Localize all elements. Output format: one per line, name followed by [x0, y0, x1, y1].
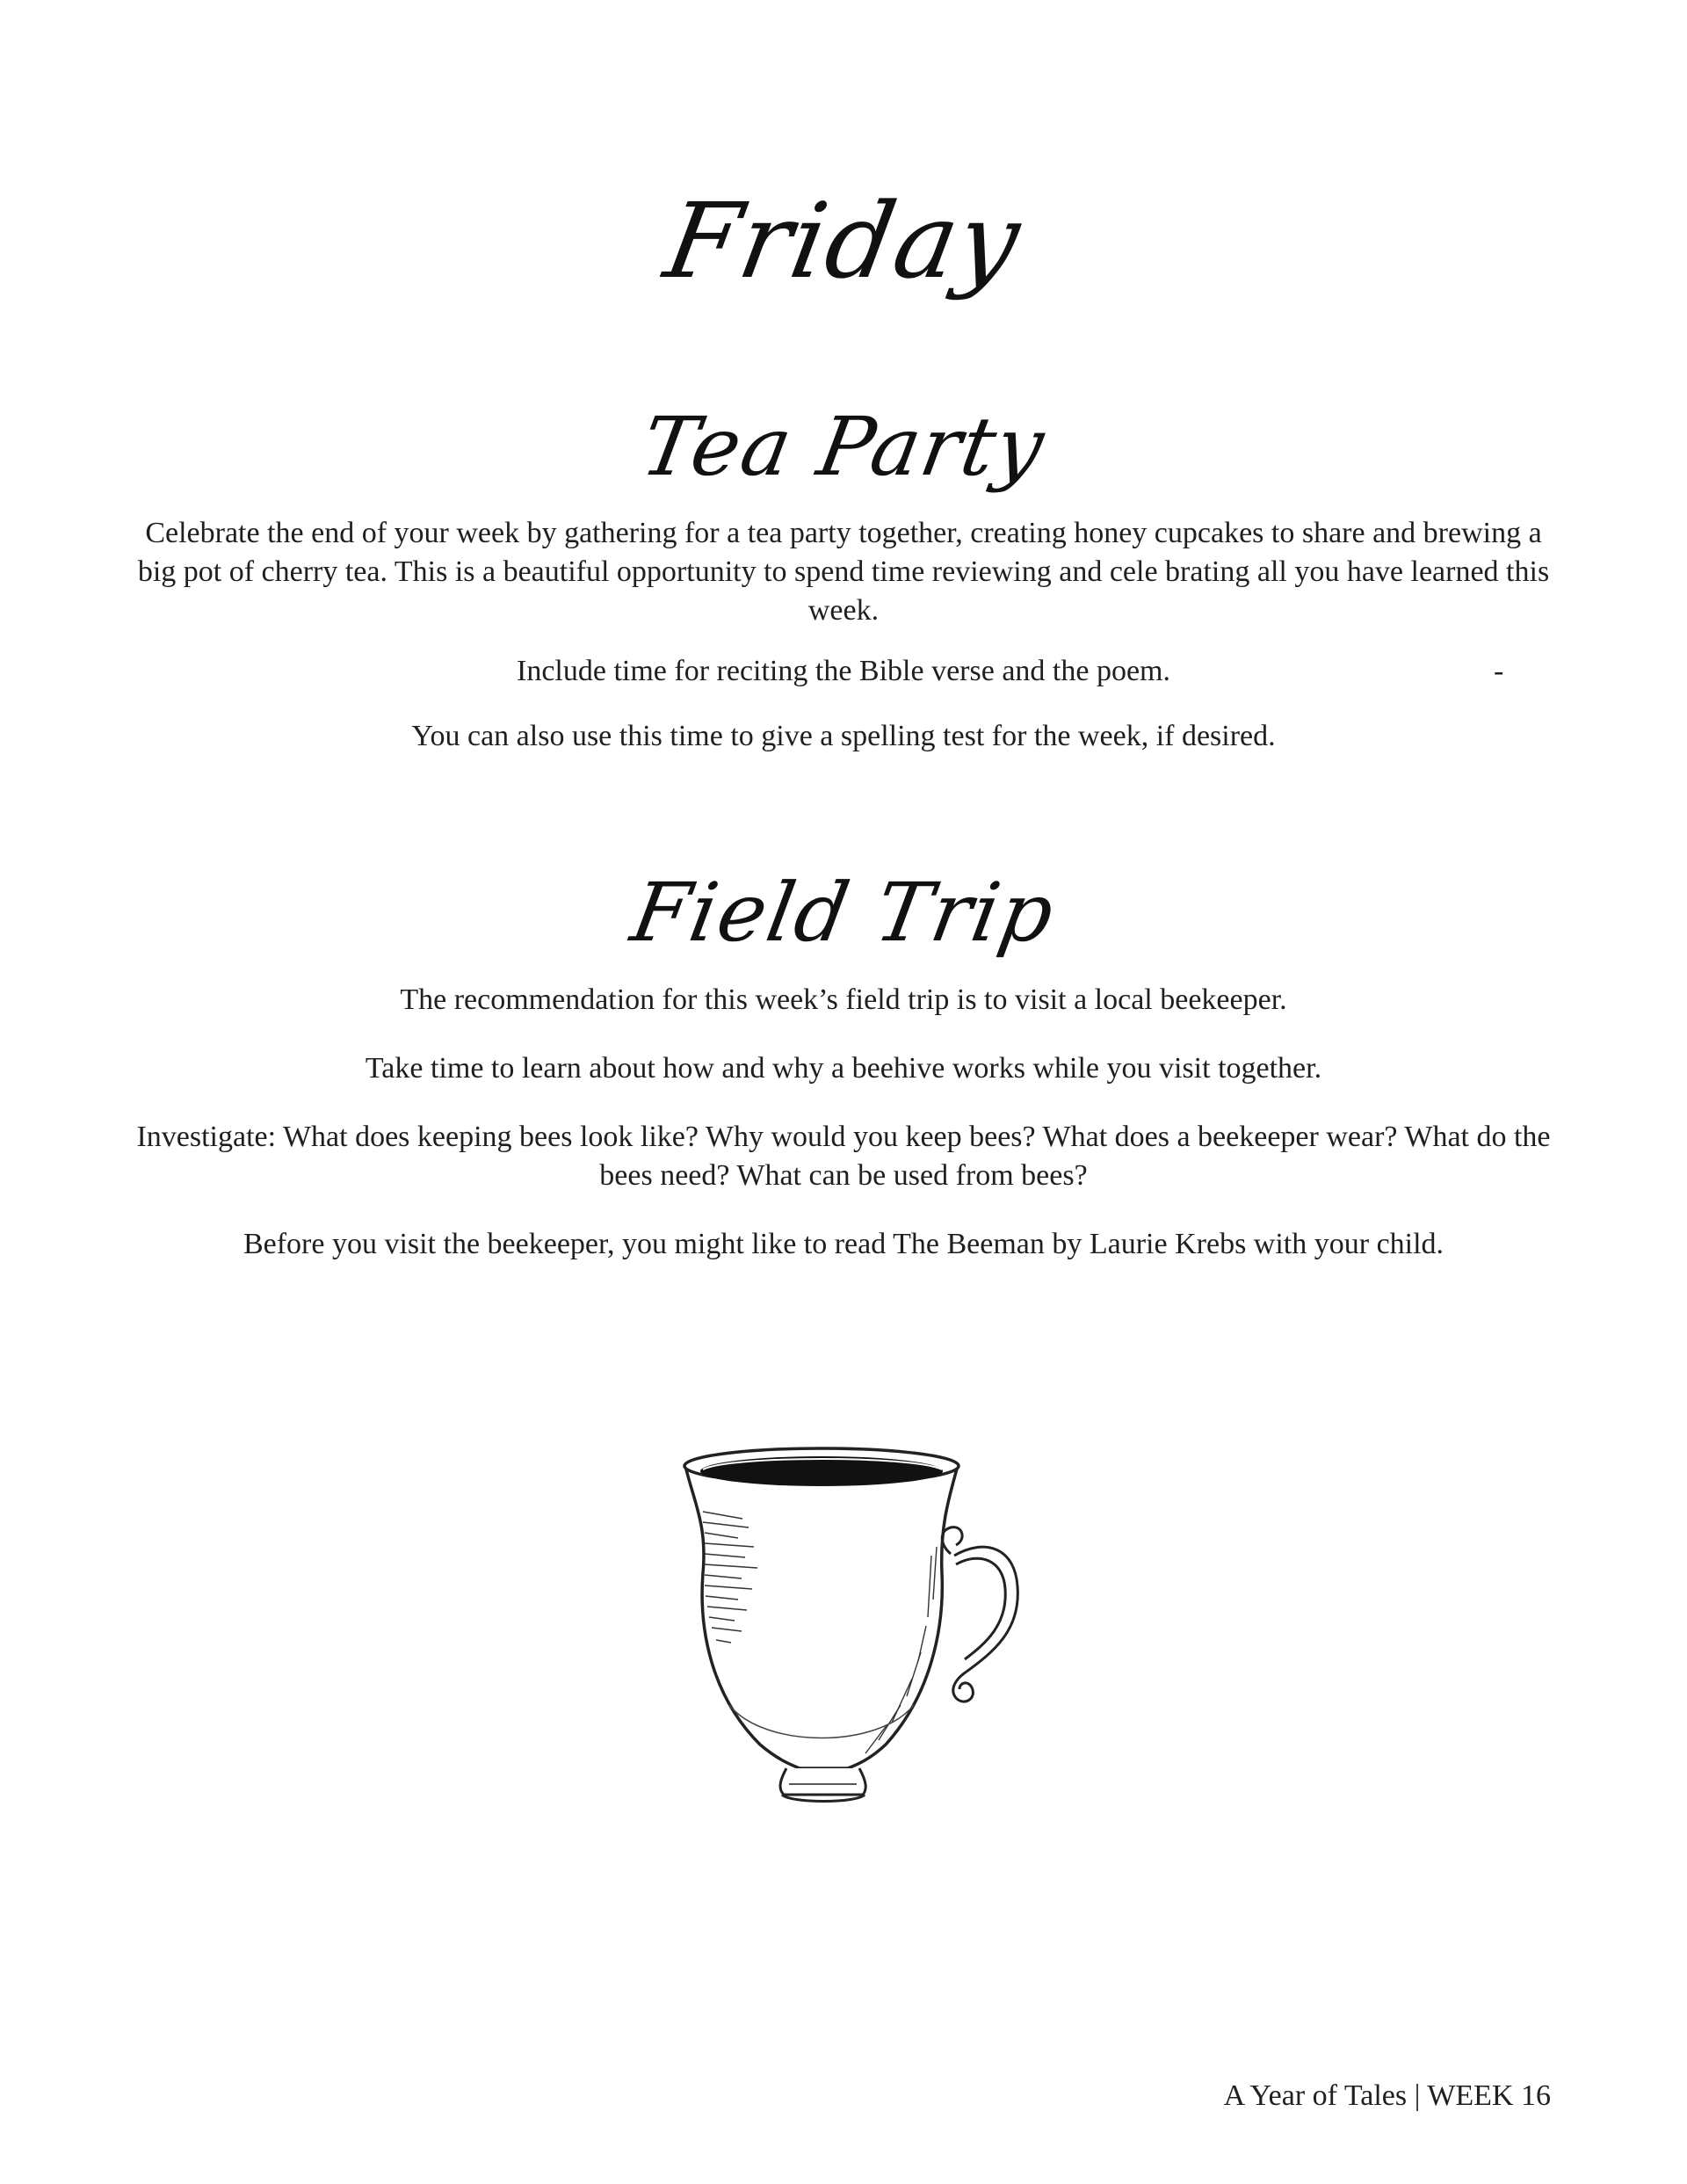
tea-party-paragraph: Celebrate the end of your week by gathering for a tea party together, creating honey cupcakes to share and brewing a big pot of cherry tea. This is a beautiful opportunity to spend time reviewing and cele brating all you have learned this week.: [137, 517, 1550, 627]
stray-dash: -: [1494, 655, 1504, 687]
field-trip-reading-note: Before you visit the beekeeper, you might like to read The Beeman by Laurie Krebs with your child.: [243, 1228, 1444, 1260]
spelling-note: You can also use this time to give a spelling test for the week, if desired.: [411, 720, 1276, 752]
teacup-icon: [677, 1441, 1028, 1810]
recite-note: Include time for reciting the Bible verse and the poem.: [517, 655, 1170, 687]
tea-party-heading: Tea Party: [634, 400, 1053, 494]
field-trip-recommendation: The recommendation for this week’s field trip is to visit a local beekeeper.: [400, 983, 1287, 1016]
field-trip-learn-note: Take time to learn about how and why a beehive works while you visit together.: [365, 1052, 1322, 1085]
page-title: Friday: [656, 180, 1031, 301]
field-trip-heading: Field Trip: [625, 866, 1062, 960]
field-trip-investigate: Investigate: What does keeping bees look like? Why would you keep bees? What does a beekeeper wear? What do the bees need? What can be used from bees?: [136, 1121, 1551, 1192]
footer-page-label: A Year of Tales | WEEK 16: [1223, 2079, 1551, 2112]
